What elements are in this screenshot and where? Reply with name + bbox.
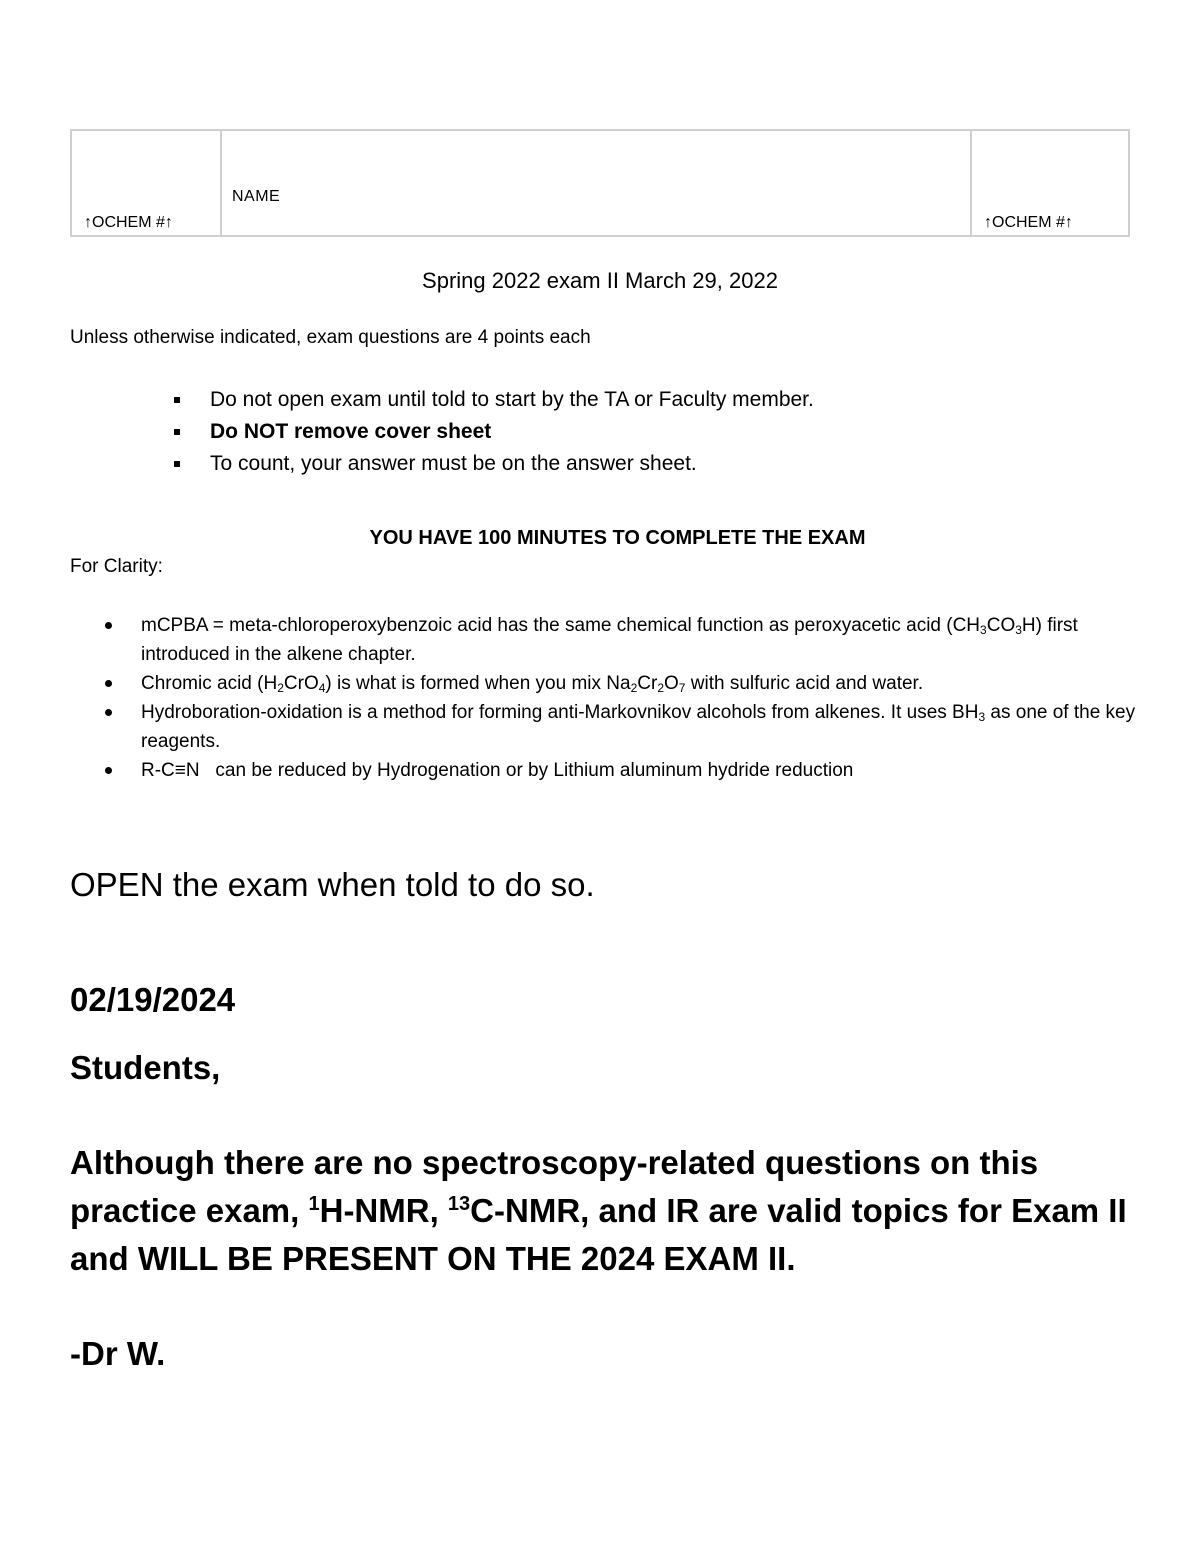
round-bullet-icon: [105, 622, 112, 629]
memo-message: Although there are no spectroscopy-related questions on this practice exam, $^1$H-NMR, $^{13}$C-NMR, and IR are valid topics for Exam II and WILL BE PRESENT ON THE 2024 EXAM II.: [70, 1144, 1127, 1277]
clarity-note: mCPBA = meta-chloroperoxybenzoic acid has the same chemical function as peroxyacetic acid $(CH_3CO_3H)$ first introduced in the alkene chapter.: [105, 611, 1145, 669]
exam-title: Spring 2022 exam II March 29, 2022: [422, 268, 778, 293]
round-bullet-icon: [105, 709, 112, 716]
rule-text: Do not open exam until told to start by the TA or Faculty member.: [210, 388, 814, 411]
round-bullet-icon: [105, 680, 112, 687]
clarity-label: For Clarity:: [70, 556, 163, 577]
clarity-notes-list: [105, 611, 1145, 785]
clarity-note: R-C≡N can be reduced by Hydrogenation or by Lithium aluminum hydride reduction: [105, 756, 1145, 785]
rule-item: [174, 384, 814, 416]
round-bullet-icon: [105, 767, 112, 774]
ochem-number-cell-left: [72, 131, 222, 235]
memo-salutation: Students,: [70, 1049, 221, 1086]
name-label: NAME: [232, 188, 281, 205]
ochem-number-label-right: ↑OCHEM #↑: [984, 214, 1073, 231]
open-note: OPEN the exam when told to do so.: [70, 866, 595, 903]
square-bullet-icon: [174, 397, 180, 403]
ochem-number-cell-right: [972, 131, 1128, 235]
header-table: [70, 129, 1130, 237]
rule-item: [174, 416, 814, 448]
rule-item: [174, 448, 814, 480]
clarity-note: Chromic acid $(H_2CrO_4)$ is what is formed when you mix $Na_2Cr_2O_7$ with sulfuric acid and water.: [105, 669, 1145, 698]
rule-text: Do NOT remove cover sheet: [210, 420, 492, 443]
rule-text: To count, your answer must be on the answer sheet.: [210, 452, 697, 475]
memo-date: 02/19/2024: [70, 981, 236, 1018]
square-bullet-icon: [174, 461, 180, 467]
name-cell: [222, 131, 972, 235]
square-bullet-icon: [174, 429, 180, 435]
memo-signature: -Dr W.: [70, 1335, 166, 1372]
exam-rules-list: [174, 384, 814, 480]
time-notice: YOU HAVE 100 MINUTES TO COMPLETE THE EXAM: [369, 527, 866, 549]
points-note: Unless otherwise indicated, exam questions are 4 points each: [70, 327, 591, 348]
clarity-note: Hydroboration-oxidation is a method for forming anti-Markovnikov alcohols from alkenes. It uses $BH_3$ as one of the key reagents.: [105, 698, 1145, 756]
ochem-number-label-left: ↑OCHEM #↑: [84, 214, 173, 231]
